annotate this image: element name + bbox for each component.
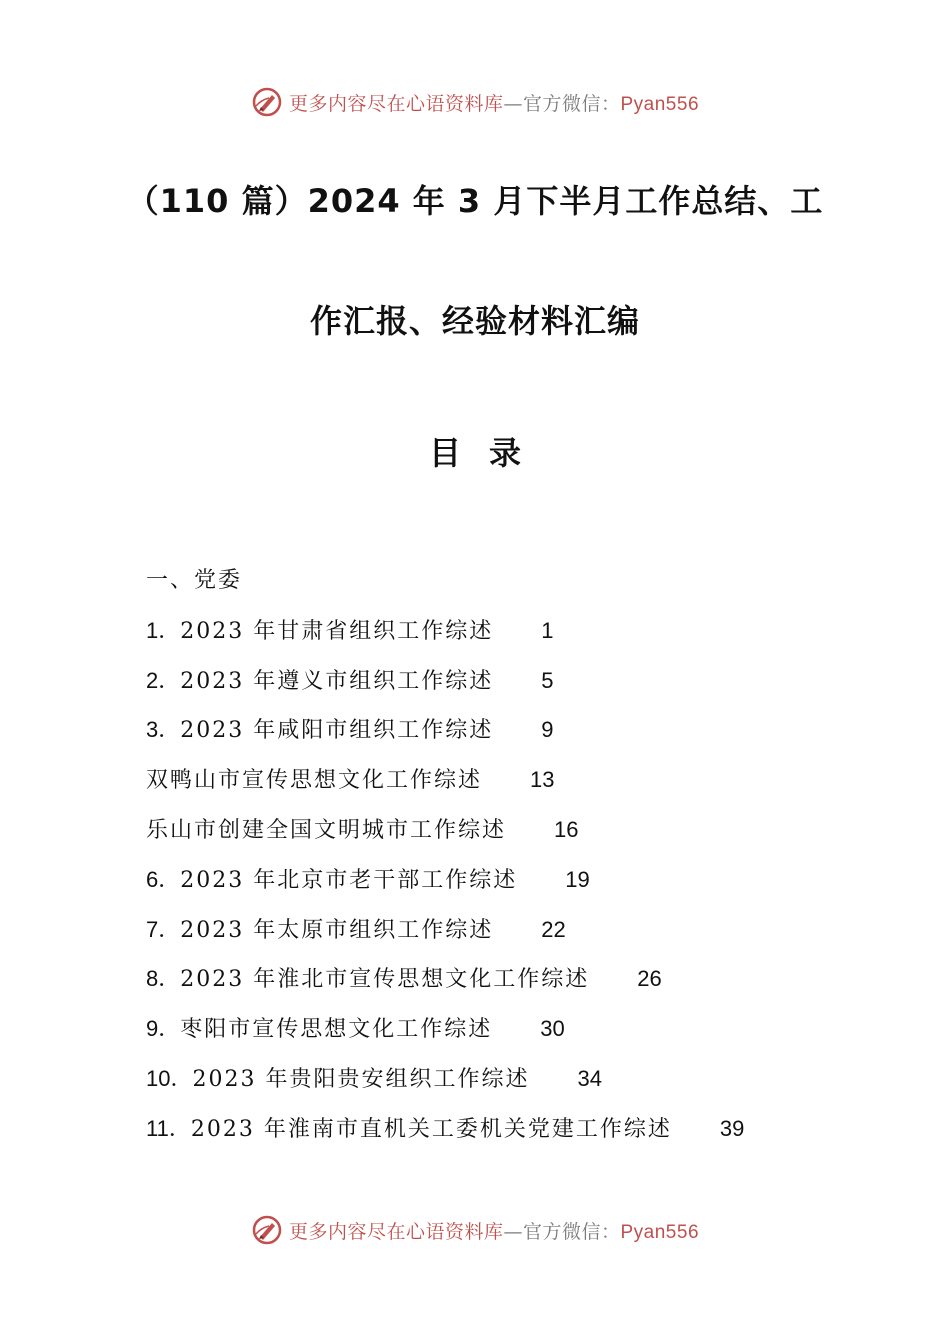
toc-entry[interactable] (146, 862, 866, 912)
toc-entry-number: 9． (146, 1016, 181, 1042)
watermark-text (289, 89, 699, 116)
toc-entry-page: 39 (719, 1115, 745, 1141)
pen-logo-icon (251, 86, 283, 118)
toc-entry-title: 枣阳市宣传思想文化工作综述 (180, 1017, 493, 1043)
document-title-line-1: （110 篇）2024 年 3 月下半月工作总结、工 (126, 182, 824, 220)
toc-entry[interactable] (146, 1111, 866, 1161)
toc-entry-title: 2023 年贵阳贵安组织工作综述 (192, 1066, 530, 1092)
toc-entry[interactable] (146, 663, 866, 713)
toc-entry[interactable] (146, 1011, 866, 1061)
toc-entry[interactable] (146, 712, 866, 762)
toc-entry[interactable] (146, 961, 866, 1011)
toc-entry-title: 2023 年咸阳市组织工作综述 (180, 718, 494, 744)
toc-entry-page: 5 (541, 667, 554, 693)
toc-entry-title: 2023 年遵义市组织工作综述 (180, 668, 494, 694)
toc-entry-page: 19 (565, 866, 590, 892)
toc-section-label: 一、党委 (146, 568, 243, 593)
toc-entry-title: 2023 年淮北市宣传思想文化工作综述 (180, 967, 590, 993)
toc-heading: 目录 (428, 434, 549, 472)
table-of-contents (146, 563, 866, 1161)
toc-entry[interactable] (146, 1061, 866, 1111)
toc-entry-page: 13 (530, 767, 555, 793)
toc-entry-title: 乐山市创建全国文明城市工作综述 (146, 817, 507, 843)
toc-entry-title: 2023 年太原市组织工作综述 (180, 917, 494, 943)
toc-entry-page: 26 (637, 966, 662, 992)
watermark-footer (0, 1210, 950, 1250)
toc-entry-number: 10． (146, 1065, 193, 1091)
watermark-text (289, 1217, 699, 1244)
toc-entry[interactable] (146, 812, 866, 862)
toc-entry-page: 22 (541, 916, 566, 942)
toc-entry-number: 11． (146, 1115, 191, 1141)
watermark-official-text: —官方微信： (503, 92, 621, 115)
toc-entry-number: 7． (146, 916, 181, 942)
toc-entry-page: 16 (554, 816, 579, 842)
watermark-header (0, 82, 950, 122)
toc-entry-number: 8． (146, 966, 181, 992)
watermark-wechat-id: Pyan556 (620, 93, 700, 115)
watermark-content (251, 1214, 699, 1246)
toc-entry[interactable] (146, 912, 866, 962)
toc-entry-page: 34 (577, 1065, 602, 1091)
toc-entry-number: 1． (146, 617, 181, 643)
toc-entry-page: 9 (541, 717, 554, 743)
pen-logo-icon (251, 1214, 283, 1246)
document-title-line-2: 作汇报、经验材料汇编 (309, 302, 640, 340)
watermark-main-text: 更多内容尽在心语资料库 (288, 92, 504, 115)
toc-entry-number: 2． (146, 667, 181, 693)
toc-entry-page: 30 (540, 1016, 565, 1042)
toc-entry[interactable] (146, 762, 866, 812)
toc-entry-page: 1 (541, 617, 554, 643)
toc-entry-title: 双鸭山市宣传思想文化工作综述 (146, 768, 483, 794)
toc-entry-number: 3． (146, 717, 181, 743)
toc-entry-title: 2023 年甘肃省组织工作综述 (180, 618, 494, 644)
toc-entry-title: 2023 年北京市老干部工作综述 (180, 867, 518, 893)
toc-entry-number: 6． (146, 866, 181, 892)
watermark-official-text: —官方微信： (503, 1220, 621, 1243)
watermark-wechat-id: Pyan556 (620, 1221, 700, 1243)
toc-entry[interactable] (146, 613, 866, 663)
watermark-main-text: 更多内容尽在心语资料库 (288, 1220, 504, 1243)
watermark-content (251, 86, 699, 118)
toc-entry-title: 2023 年淮南市直机关工委机关党建工作综述 (190, 1116, 672, 1142)
